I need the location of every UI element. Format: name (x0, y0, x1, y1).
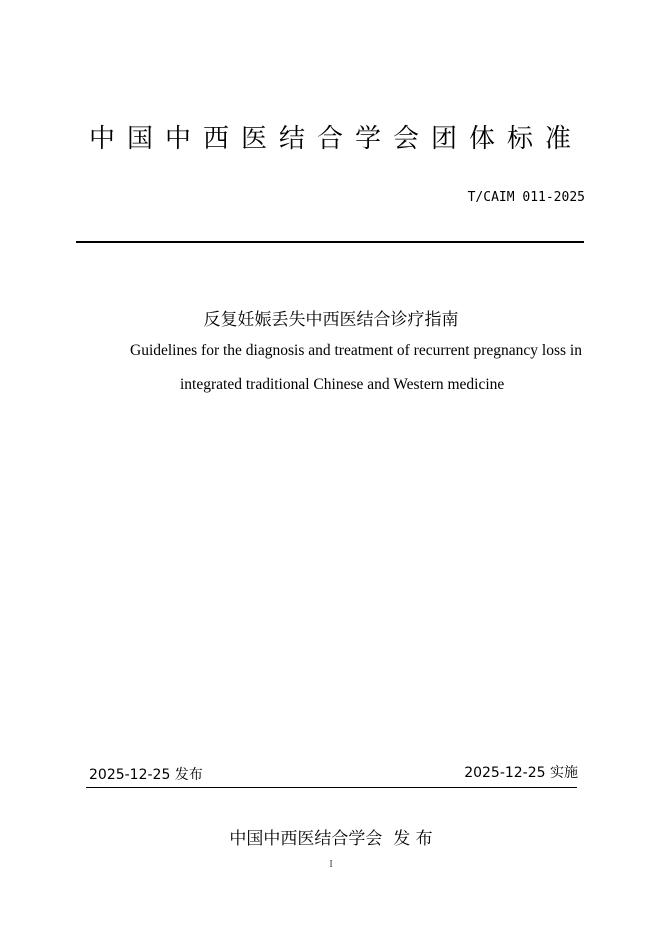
document-title-english-line1: Guidelines for the diagnosis and treatment of recurrent pregnancy loss in (130, 342, 582, 359)
document-title-chinese: 反复妊娠丢失中西医结合诊疗指南 (203, 310, 459, 330)
publication-date: 2025-12-25 发布 (89, 767, 203, 783)
standard-code: T/CAIM 011-2025 (467, 190, 585, 205)
document-title-english-line2: integrated traditional Chinese and Western medicine (180, 376, 505, 393)
bottom-divider (86, 787, 577, 788)
top-divider (76, 241, 584, 243)
implementation-date: 2025-12-25 实施 (464, 765, 578, 781)
publisher-line: 中国中西医结合学会 发 布 (229, 829, 433, 849)
page-number: I (329, 859, 333, 870)
organization-title: 中国中西医结合学会团体标准 (88, 124, 583, 154)
